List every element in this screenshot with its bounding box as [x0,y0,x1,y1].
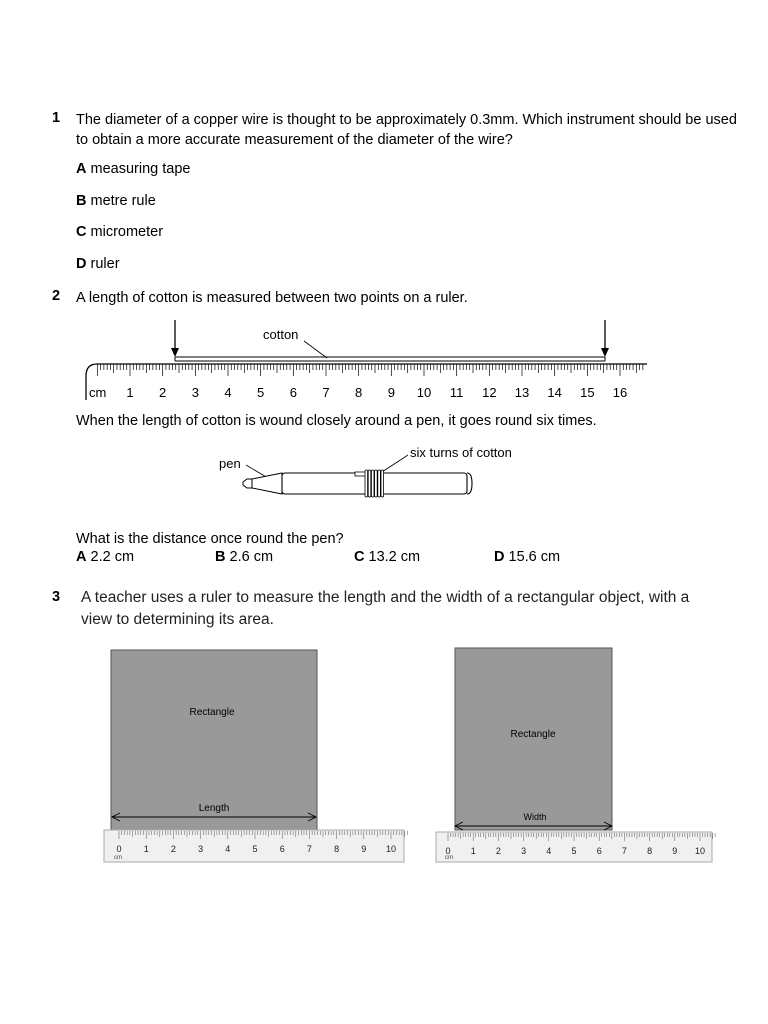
turns-leader-line [382,455,408,472]
ruler-tick-label: 8 [647,846,653,856]
width-label: Width [523,812,547,822]
cotton-leader-line [304,341,327,358]
width-figure [432,645,717,870]
q2-option-d[interactable] [494,549,560,565]
q2-option-a[interactable] [76,549,134,565]
q1-option-b[interactable] [76,193,156,209]
cotton-turn [365,470,368,497]
option-text: 15.6 cm [508,549,561,565]
question-3-number: 3 [52,589,61,605]
ruler-tick-label: 3 [198,844,204,854]
q1-option-d[interactable] [76,256,120,272]
cotton-turn [378,470,381,497]
ruler-tick-labels [126,385,627,400]
ruler-tick-label: 8 [334,844,340,854]
ruler-tick-label: 2 [495,846,501,856]
ruler-tick-label: 5 [257,385,265,400]
wound-text: When the length of cotton is wound closely around a pen, it goes round six times. [76,413,597,429]
option-letter: C [76,224,87,240]
ruler-unit-label: cm [89,385,107,400]
ruler-tick-label: 0 [116,844,122,854]
ruler-tick-label: 2 [159,385,167,400]
cotton-label: cotton [263,327,299,342]
ruler-tick-label: 1 [126,385,134,400]
ruler-tick-label: 1 [143,844,149,854]
question-2-prompt: What is the distance once round the pen? [76,531,344,547]
ruler-tick-label: 9 [672,846,678,856]
cotton-turn [368,470,371,497]
ruler-tick-label: 7 [322,385,330,400]
ruler-tick-label: 7 [306,844,312,854]
option-text: measuring tape [90,161,191,177]
ruler-tick-label: 1 [470,846,476,856]
cotton-turns [365,470,384,497]
ruler-tick-label: 7 [621,846,627,856]
ruler-edge [86,364,647,400]
question-2-number: 2 [52,288,61,304]
option-letter: A [76,549,87,565]
ruler-unit-label: cm [114,855,122,861]
ruler-unit-label: cm [445,855,453,861]
ruler-tick-label: 6 [596,846,602,856]
end-arrow [601,320,609,357]
option-letter: C [354,549,365,565]
option-text: micrometer [90,224,164,240]
option-letter: A [76,161,87,177]
ruler-tick-label: 15 [580,385,595,400]
question-1-number: 1 [52,110,61,126]
ruler-tick-label: 10 [416,385,432,400]
ruler-tick-label: 10 [694,846,706,856]
ruler-tick-label: 8 [355,385,363,400]
ruler-tick-label: 5 [252,844,258,854]
option-letter: D [494,549,505,565]
cotton-ruler-figure [75,318,660,404]
ruler-tick-label: 6 [279,844,285,854]
option-text: 2.6 cm [229,549,274,565]
ruler-tick-label: 9 [361,844,367,854]
option-letter: B [215,549,226,565]
ruler-tick-label: 11 [449,385,464,400]
option-letter: D [76,256,87,272]
cotton-thread [175,357,605,361]
rectangle-label: Rectangle [510,729,556,740]
ruler-tick-label: 6 [289,385,297,400]
q2-option-c[interactable] [354,549,420,565]
ruler-tick-label: 14 [547,385,562,400]
start-arrow [171,320,179,357]
pen-label: pen [219,456,241,471]
pen-figure [210,440,540,508]
q1-option-a[interactable] [76,161,190,177]
ruler-tick-label: 3 [191,385,199,400]
cotton-turn [375,470,378,497]
question-1-text: The diameter of a copper wire is thought to be approximately 0.3mm. Which instrument should be used to obtain a more accurate measurement of the diameter of the wire? [76,112,737,148]
ruler-tick-label: 2 [170,844,176,854]
ruler-tick-label: 9 [387,385,395,400]
question-2-intro: A length of cotton is measured between two points on a ruler. [76,290,468,306]
ruler-tick-label: 16 [612,385,628,400]
option-letter: B [76,193,87,209]
ruler-tick-label: 10 [385,844,397,854]
question-3-text: A teacher uses a ruler to measure the length and the width of a rectangular object, with a view to determining its area. [81,589,690,628]
length-figure [100,645,410,870]
ruler-tick-label: 4 [224,385,232,400]
ruler-tick-label: 0 [445,846,451,856]
ruler-tick-label: 4 [546,846,552,856]
option-text: 2.2 cm [90,549,135,565]
rectangle-label: Rectangle [189,707,235,718]
ruler-ticks [97,364,643,376]
cotton-turn [381,470,384,497]
pen-icon [243,472,472,494]
option-text: metre rule [90,193,156,209]
ruler-tick-label: 3 [521,846,527,856]
ruler-tick-label: 12 [482,385,497,400]
length-label: Length [198,803,230,814]
option-text: 13.2 cm [368,549,421,565]
q1-option-c[interactable] [76,224,163,240]
q2-option-b[interactable] [215,549,273,565]
cotton-turn [371,470,374,497]
option-text: ruler [90,256,120,272]
ruler-tick-label: 13 [514,385,530,400]
ruler-tick-label: 4 [225,844,231,854]
turns-label: six turns of cotton [410,445,512,460]
ruler-tick-label: 5 [571,846,577,856]
